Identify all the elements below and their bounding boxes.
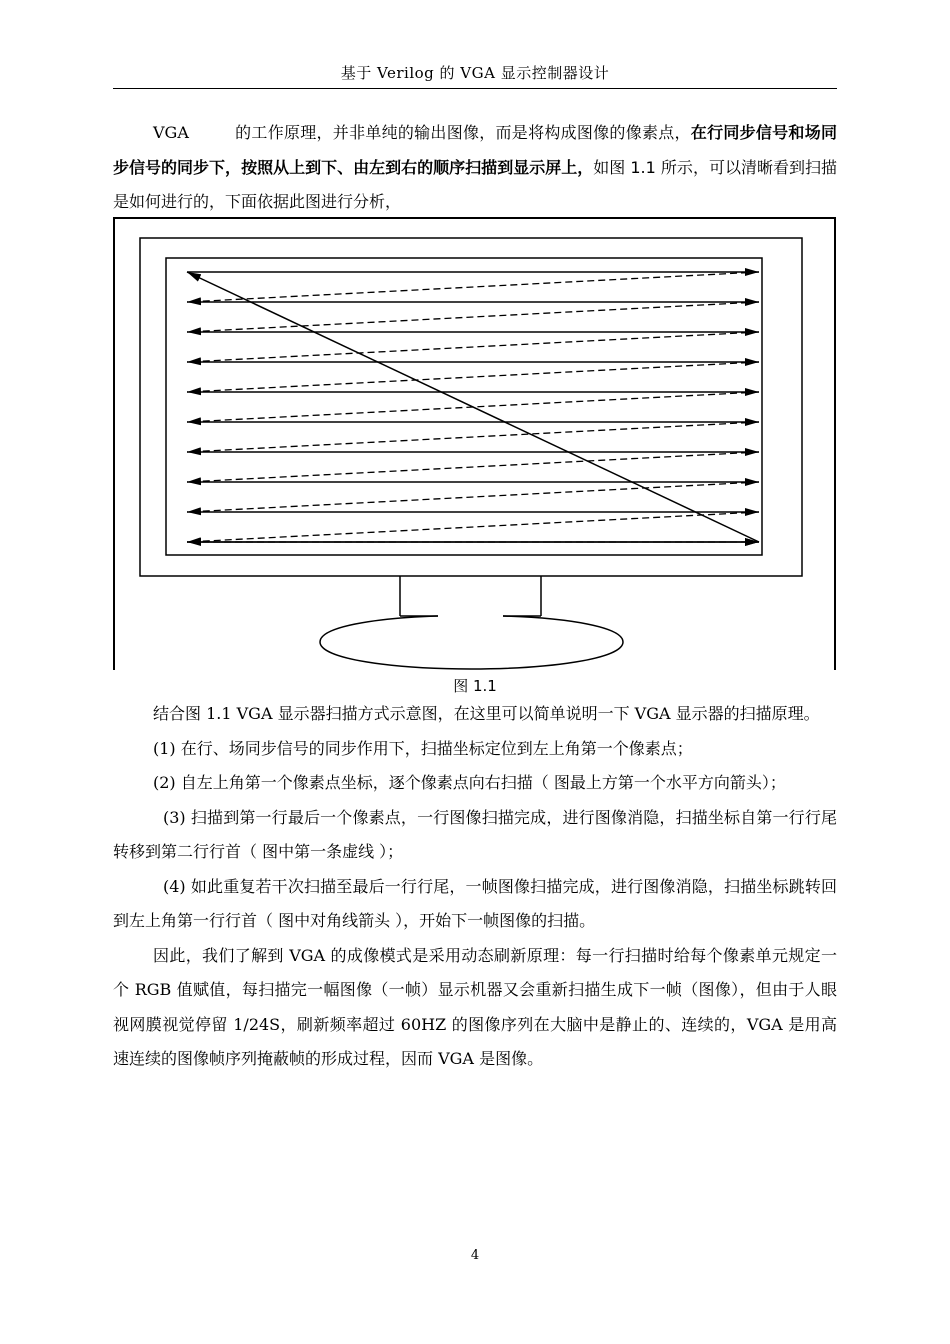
page-number: 4: [470, 1248, 480, 1263]
page-header-title: 基于 Verilog 的 VGA 显示控制器设计: [340, 64, 610, 82]
intro-paragraph: [113, 116, 837, 220]
step-2: (2) 自左上角第一个像素点坐标，逐个像素点向右扫描（ 图最上方第一个水平方向箭头）；: [153, 773, 786, 792]
vga-scan-diagram: [113, 217, 837, 672]
intro-text-2: 如图: [593, 157, 631, 177]
intro-text-3: 所示，可以清晰看到扫描是如何进行的，下面依据此图进行分析，: [113, 157, 838, 211]
header-rule: [113, 88, 837, 89]
intro-bold-text: 在行同步信号和场同步信号的同步下，按照从上到下、由左到右的顺序扫描到显示屏上，: [113, 123, 837, 177]
intro-fig-ref: 1.1: [630, 157, 656, 177]
step-3: (3) 扫描到第一行最后一个像素点，一行图像扫描完成，进行图像消隐，扫描坐标自第一行行尾转移到第二行行首（ 图中第一条虚线 ）；: [113, 807, 837, 861]
explanation-section: [113, 697, 837, 1077]
intro-lead: VGA: [153, 123, 189, 142]
figure-caption: 图 1.1: [453, 677, 497, 695]
intro-text-1: 的工作原理，并非单纯的输出图像，而是将构成图像的像素点，: [234, 123, 691, 142]
conclusion-paragraph: 因此，我们了解到 VGA 的成像模式是采用动态刷新原理：每一行扫描时给每个像素单元规定一个 RGB 值赋值，每扫描完一幅图像（一帧）显示机器又会重新扫描生成下一帧（图像），但由于人眼视网膜视觉停留 1/24S，刷新频率超过 60HZ 的图像序列在大脑中是静止的、连续的，VGA 是用高速连续的图像帧序列掩蔽帧的形成过程，因而 VGA 是图像。: [113, 945, 837, 1068]
stand-base: [320, 616, 623, 669]
summary-paragraph: 结合图 1.1 VGA 显示器扫描方式示意图，在这里可以简单说明一下 VGA 显示器的扫描原理。: [153, 704, 820, 723]
step-4: (4) 如此重复若干次扫描至最后一行行尾，一帧图像扫描完成，进行图像消隐，扫描坐标跳转回到左上角第一行行首（ 图中对角线箭头 ），开始下一帧图像的扫描。: [113, 876, 837, 930]
step-1: (1) 在行、场同步信号的同步作用下，扫描坐标定位到左上角第一个像素点；: [153, 738, 693, 758]
